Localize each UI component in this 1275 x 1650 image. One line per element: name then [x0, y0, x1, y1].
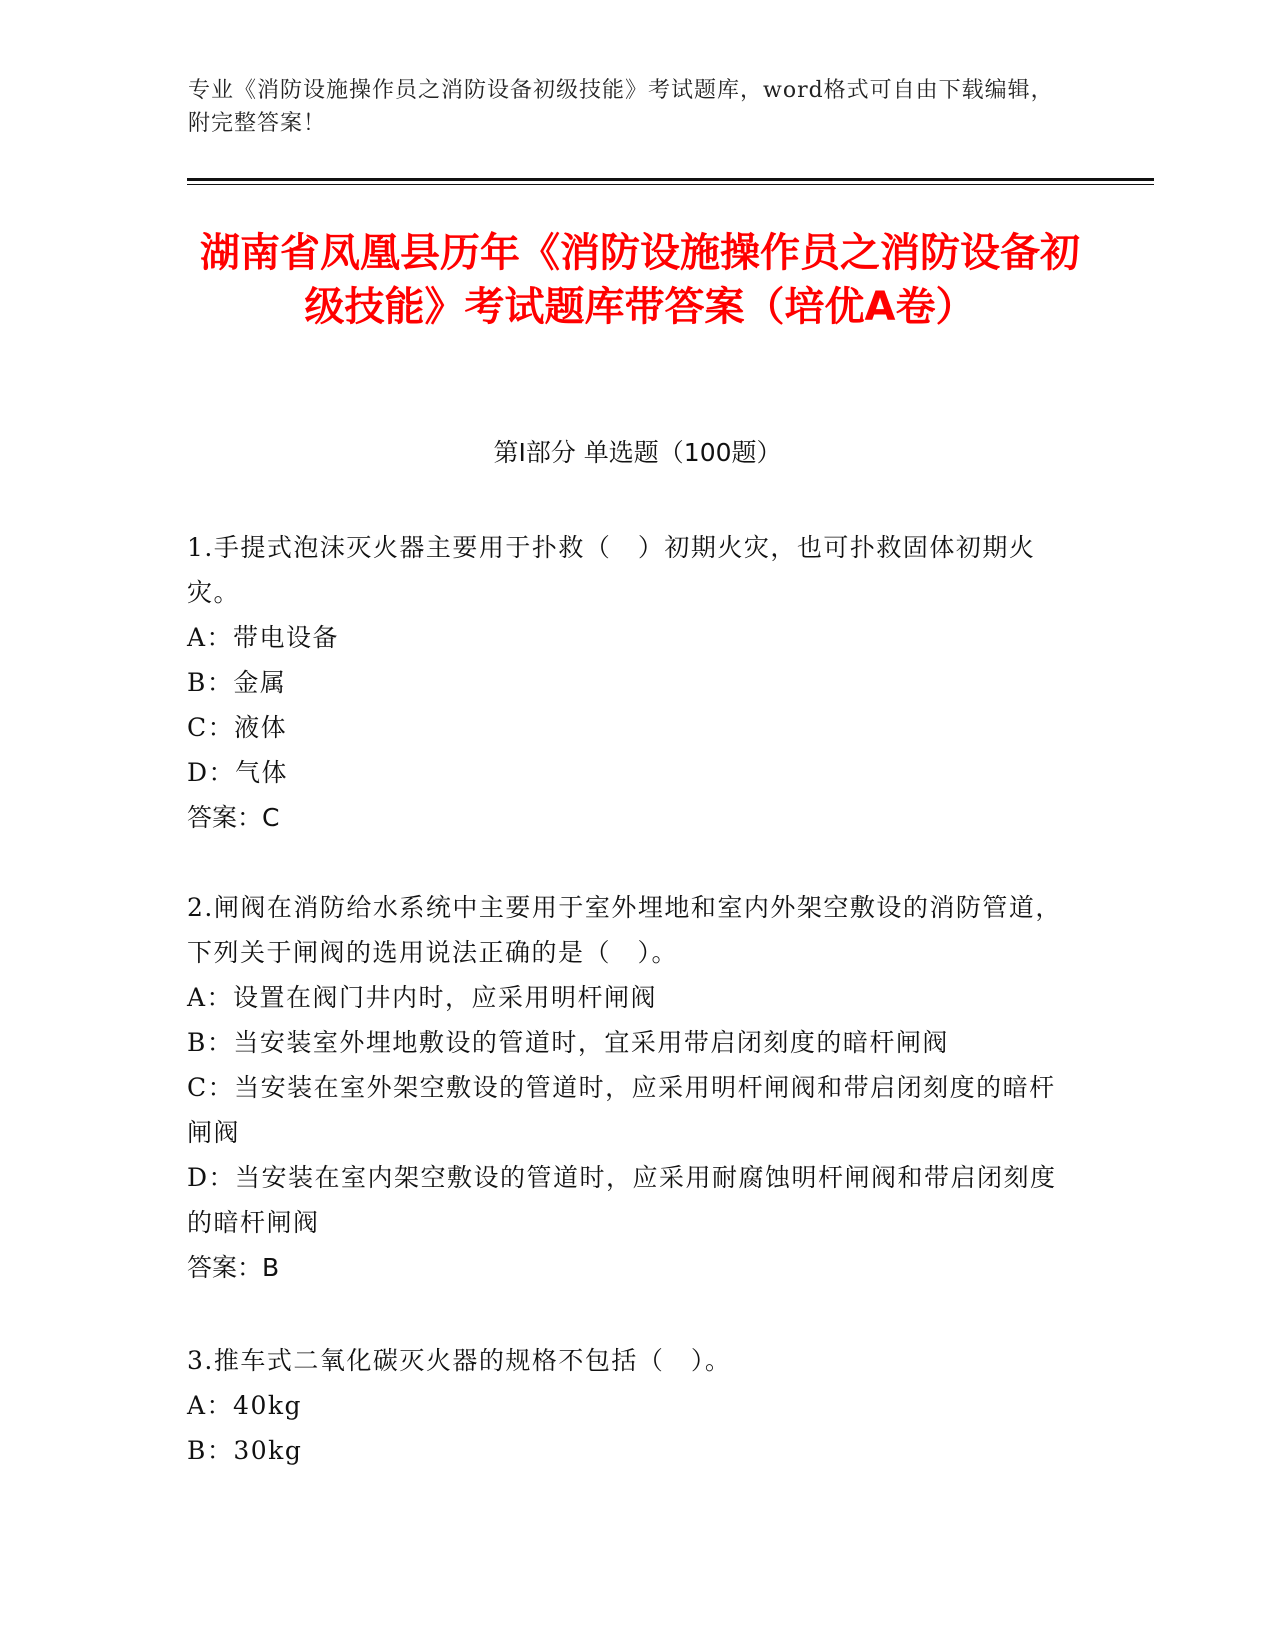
option-b: B：30kg [187, 1436, 303, 1465]
option-b: B：金属 [187, 668, 287, 697]
question-2 [187, 885, 1067, 1290]
question-stem: 1.手提式泡沫灭火器主要用于扑救（ ）初期火灾，也可扑救固体初期火灾。 [187, 533, 1036, 607]
option-a: A：40kg [187, 1391, 303, 1420]
section-title: 第I部分 单选题（100题） [493, 438, 782, 467]
option-a: A：带电设备 [187, 623, 340, 652]
document-title: 湖南省凤凰县历年《消防设施操作员之消防设备初级技能》考试题库带答案（培优A卷） [200, 230, 1080, 330]
answer: 答案：C [187, 803, 280, 832]
option-c: C：当安装在室外架空敷设的管道时，应采用明杆闸阀和带启闭刻度的暗杆闸阀 [187, 1073, 1056, 1147]
header-rule-thin [187, 184, 1154, 185]
option-a: A：设置在阀门井内时，应采用明杆闸阀 [187, 983, 658, 1012]
question-stem: 2.闸阀在消防给水系统中主要用于室外埋地和室内外架空敷设的消防管道，下列关于闸阀的选用说法正确的是（ ）。 [187, 893, 1062, 967]
question-3 [187, 1338, 1067, 1473]
option-d: D：当安装在室内架空敷设的管道时，应采用耐腐蚀明杆闸阀和带启闭刻度的暗杆闸阀 [187, 1163, 1057, 1237]
header-rule-thick [187, 178, 1154, 181]
answer: 答案：B [187, 1253, 280, 1282]
header-note: 专业《消防设施操作员之消防设备初级技能》考试题库，word格式可自由下载编辑，附完整答案！ [188, 78, 1054, 136]
question-stem: 3.推车式二氧化碳灭火器的规格不包括（ ）。 [187, 1346, 732, 1375]
option-d: D：气体 [187, 758, 289, 787]
option-b: B：当安装室外埋地敷设的管道时，宜采用带启闭刻度的暗杆闸阀 [187, 1028, 949, 1057]
option-c: C：液体 [187, 713, 288, 742]
question-1 [187, 525, 1067, 840]
